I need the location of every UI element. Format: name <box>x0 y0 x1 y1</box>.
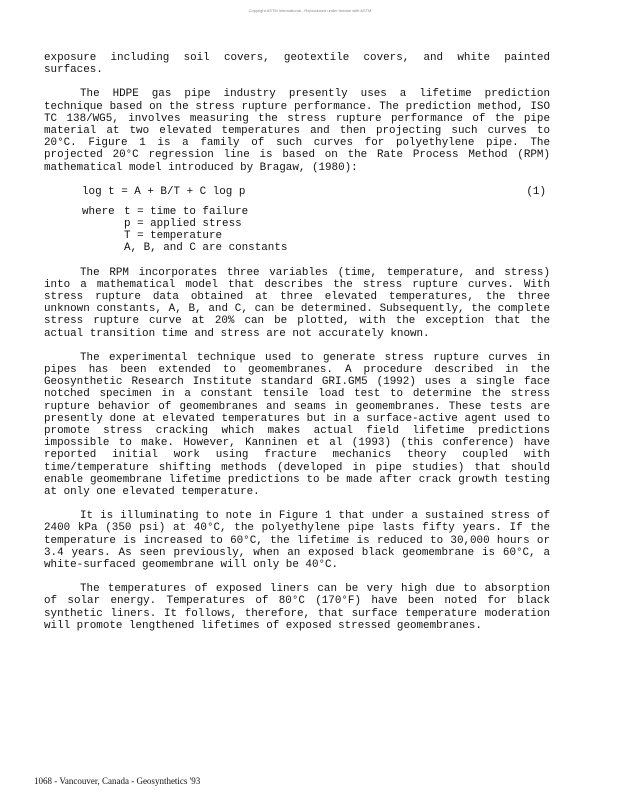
paragraph-continuation: exposure including soil covers, geotextile covers, and white painted surfaces. <box>44 52 550 77</box>
definition-line <box>44 242 550 254</box>
paragraph-rpm: The RPM incorporates three variables (time, temperature, and stress) into a mathematical model that describes the stress rupture curves. With stress rupture data obtained at three elevated temperatures, the three unknown constants, A, B, and C, can be determined. Subsequently, the complete stress rupture curve at 20% can be plotted, with the exception that the actual transition time and stress are not accurately known. <box>44 266 550 340</box>
copyright-stamp: Copyright ASTM International - Reproduced under license with ASTM <box>248 8 372 13</box>
paragraph-hdpe-pipe: The HDPE gas pipe industry presently uses a lifetime prediction technique based on the stress rupture performance. The prediction method, ISO TC 138/WG5, involves measuring the stress rupture performance of the pipe material at two elevated temperatures and then projecting such curves to 20°C. Figure 1 is a family of such curves for polyethylene pipe. The projected 20°C regression line is based on the Rate Process Method (RPM) mathematical model introduced by Bragaw, (1980): <box>44 88 550 174</box>
equation-1 <box>44 186 550 198</box>
equation-formula: log t = A + B/T + C log p <box>82 185 246 198</box>
equation-number: (1) <box>526 185 546 198</box>
paragraph-figure-1-note: It is illuminating to note in Figure 1 that under a sustained stress of 2400 kPa (350 psi) at 40°C, the polyethylene pipe lasts fifty years. If the temperature is increased to 60°C, the lifetime is reduced to 30,000 hours or 3.4 years. As seen previously, when an exposed black geomembrane is 60°C, a white-surfaced geomembrane will only be 40°C. <box>44 510 550 572</box>
definition-item: p = applied stress <box>124 218 242 231</box>
paragraph-experimental-technique: The experimental technique used to generate stress rupture curves in pipes has been extended to geomembranes. A procedure described in the Geosynthetic Research Institute standard GRI.GM5 (1992) uses a single face notched specimen in a constant tensile load test to determine the stress rupture behavior of geomembranes and seams in geomembranes. These tests are presently done at elevated temperatures but in a surface-active agent used to promote stress cracking which makes actual field lifetime predictions impossible to make. However, Kanninen et al (1993) (this conference) have reported initial work using fracture mechanics theory coupled with time/temperature shifting methods (developed in pipe studies) that should enable geomembrane lifetime predictions to be made after crack growth testing at only one elevated temperature. <box>44 351 550 499</box>
definition-line <box>44 206 550 218</box>
definition-line <box>44 218 550 230</box>
page-footer: 1068 - Vancouver, Canada - Geosynthetics '93 <box>34 776 201 786</box>
where-label: where <box>82 205 115 218</box>
definition-item: t = time to failure <box>124 205 249 218</box>
variable-definitions <box>44 206 550 255</box>
definition-item: A, B, and C are constants <box>124 242 288 255</box>
definition-item: T = temperature <box>124 230 223 243</box>
definition-line <box>44 230 550 242</box>
paragraph-liner-temperatures: The temperatures of exposed liners can be very high due to absorption of solar energy. Temperatures of 80°C (170°F) have been noted for black synthetic liners. It follows, therefore, that surface temperature moderation will promote lengthened lifetimes of exposed stressed geomembranes. <box>44 583 550 632</box>
body-text <box>44 52 550 644</box>
